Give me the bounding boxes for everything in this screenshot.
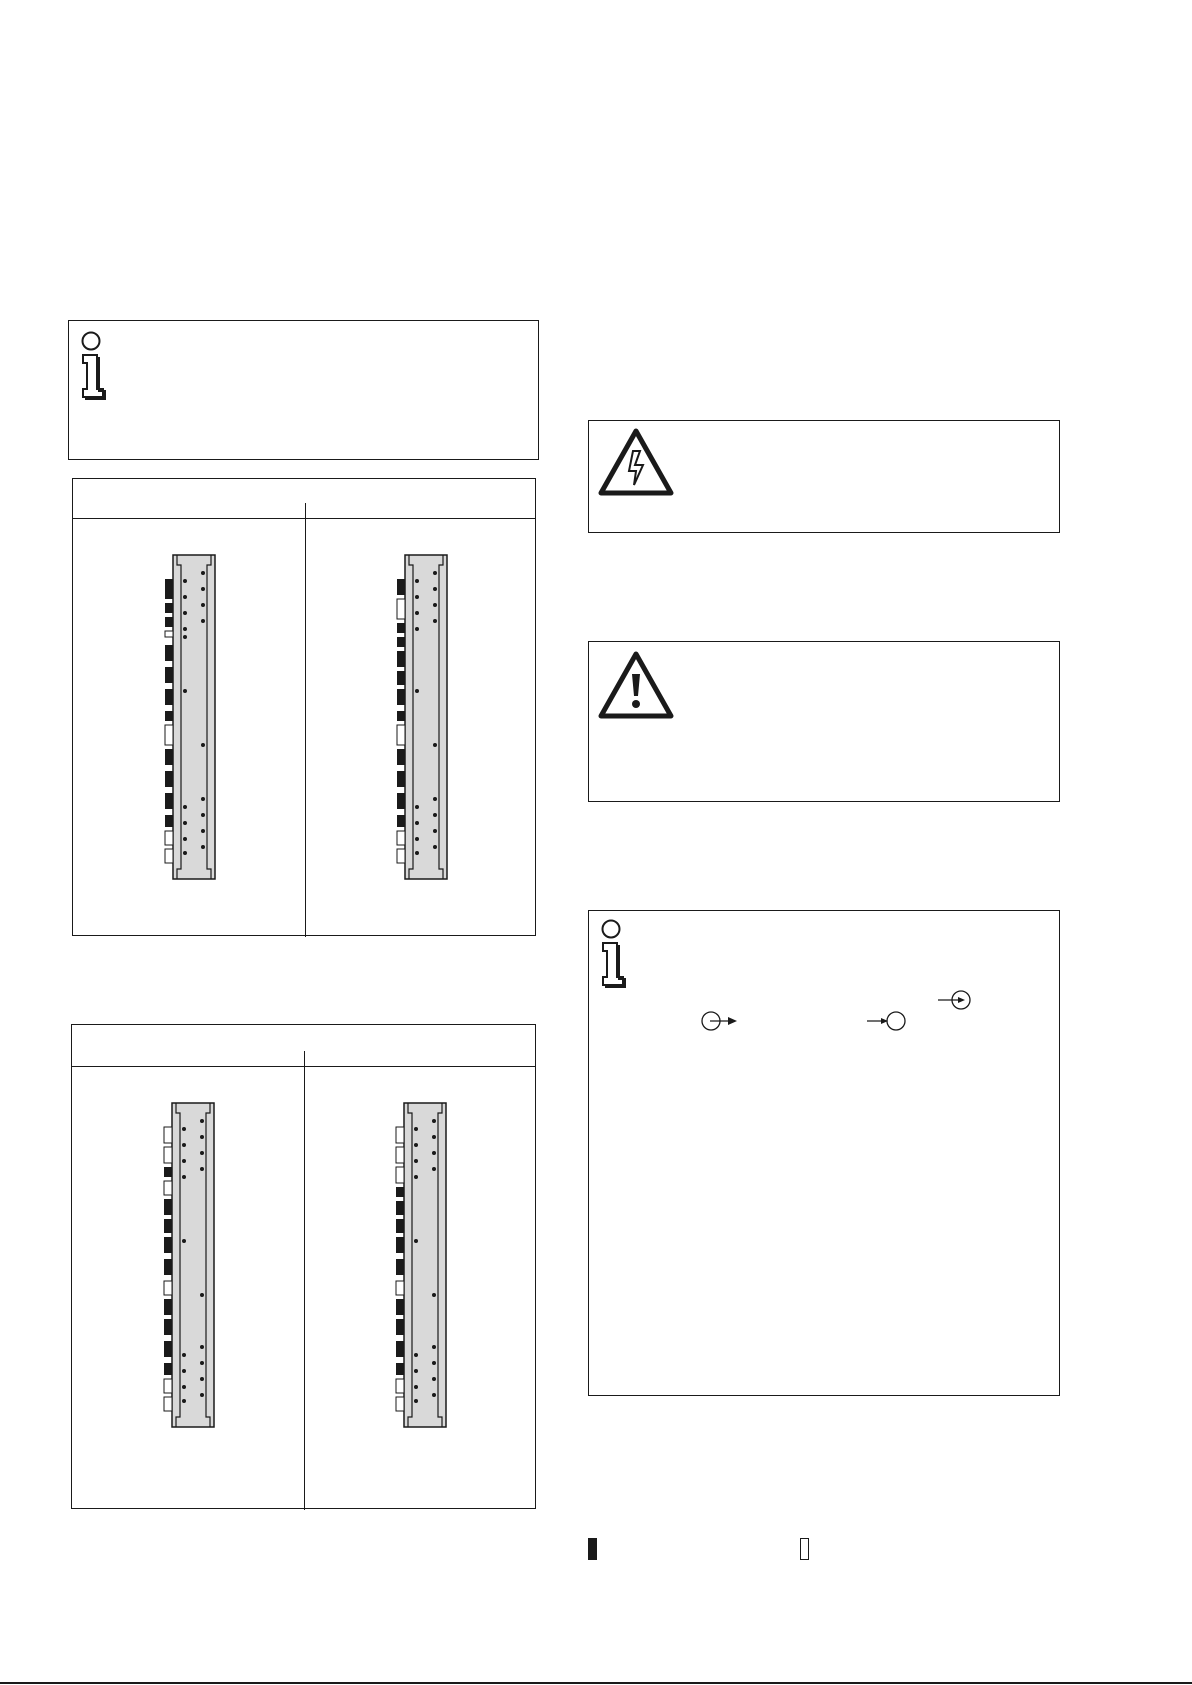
table-column-divider [305,503,306,937]
info-note-box [588,910,1060,1396]
info-icon [77,331,111,401]
footer-rule [0,1682,1192,1684]
caution-exclamation-icon [597,650,675,722]
table-header-rule [72,1066,535,1067]
table-header-rule [73,518,535,519]
terminal-strip-diagram [162,1101,222,1431]
terminal-strip-diagram [163,553,223,883]
caution-warning-box [588,641,1060,802]
connector-table-1 [72,478,536,936]
filled-bar-marker [588,1538,597,1560]
terminal-strip-diagram [394,1101,454,1431]
arrow-into-circle-icon [865,1010,907,1032]
arrow-out-of-circle-icon [700,1010,738,1032]
arrow-into-circle-icon [936,989,972,1011]
info-icon [597,919,631,989]
outline-bar-marker [800,1538,809,1560]
info-note-box [68,320,539,460]
table-column-divider [304,1051,305,1510]
terminal-strip-diagram [395,553,455,883]
electric-hazard-warning-box [588,420,1060,533]
electric-hazard-icon [597,427,675,499]
connector-table-2 [71,1024,536,1509]
